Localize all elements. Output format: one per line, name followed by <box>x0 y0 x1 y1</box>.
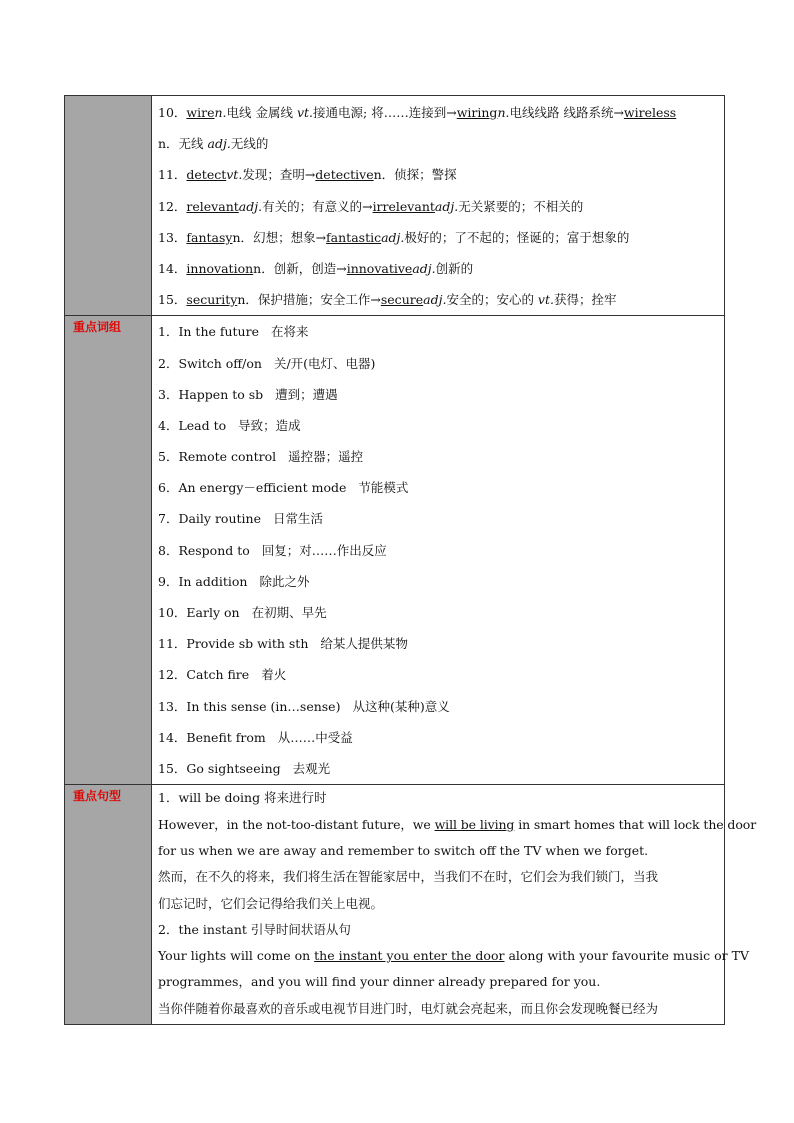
phrase-english: Catch fire <box>186 667 250 683</box>
phrase-english: In the future <box>178 324 259 340</box>
phrase-chinese: 从这种(某种)意义 <box>352 698 450 714</box>
phrase-english: Remote control <box>178 449 277 465</box>
phrase-item <box>158 410 718 441</box>
phrase-item <box>158 628 718 659</box>
phrase-chinese: 遥控器；遥控 <box>288 449 364 465</box>
vocab-line-11: 11．detectvt.发现；查明→detectiven．侦探；警探 <box>158 167 457 183</box>
phrase-item <box>158 348 718 379</box>
sentences-row <box>65 785 725 1025</box>
phrase-english: Respond to <box>178 542 250 558</box>
sentence-1-title: 1．will be doing 将来进行时 <box>158 790 327 806</box>
vocab-line-10-cont: n．无线 adj.无线的 <box>158 136 269 152</box>
sentence-2-en-line-1: Your lights will come on the instant you enter the door along with your favourite music or TV <box>158 948 749 964</box>
phrases-content <box>152 316 725 785</box>
phrases-label: 重点词组 <box>73 320 122 335</box>
phrase-chinese: 导致；造成 <box>238 417 301 433</box>
phrase-chinese: 回复；对……作出反应 <box>261 542 387 558</box>
phrase-number: 11． <box>158 636 187 652</box>
phrase-english: Early on <box>186 605 240 620</box>
vocab-line-10: 10．wiren.电线 金属线 vt.接通电源; 将……连接到→wiringn.电线线路 线路系统→wireless <box>158 105 677 120</box>
phrase-english: In this sense (in…sense) <box>186 698 341 714</box>
phrase-item <box>158 503 718 534</box>
phrase-english: Go sightseeing <box>186 760 281 776</box>
phrase-chinese: 给某人提供某物 <box>320 636 408 652</box>
phrase-chinese: 日常生活 <box>272 511 323 527</box>
phrase-english: In addition <box>178 573 248 589</box>
phrase-number: 15． <box>158 760 187 776</box>
phrases-label-cell <box>65 316 152 785</box>
phrase-english: Switch off/on <box>178 355 262 371</box>
phrase-english: Daily routine <box>178 511 261 527</box>
phrase-number: 3． <box>158 386 179 402</box>
phrase-item <box>158 722 718 753</box>
phrase-number: 8． <box>158 542 179 558</box>
vocab-label-cell <box>65 96 152 316</box>
phrase-item <box>158 691 718 722</box>
phrase-chinese: 除此之外 <box>259 573 310 589</box>
phrase-item <box>158 597 718 628</box>
phrase-english: Provide sb with sth <box>186 636 309 652</box>
vocab-row <box>65 96 725 316</box>
phrase-item <box>158 535 718 566</box>
sentences-label-cell <box>65 785 152 1025</box>
phrase-number: 5． <box>158 449 179 465</box>
sentence-2-title: 2．the instant 引导时间状语从句 <box>158 921 351 937</box>
phrase-item <box>158 753 718 784</box>
phrase-number: 10． <box>158 605 187 620</box>
phrase-number: 1． <box>158 324 179 340</box>
phrase-number: 2． <box>158 355 179 371</box>
sentence-1-en-line-1: However，in the not-too-distant future，we will be living in smart homes that will lock the door <box>158 816 757 832</box>
phrase-number: 9． <box>158 573 179 589</box>
phrase-number: 6． <box>158 480 179 496</box>
phrase-english: Lead to <box>178 417 227 433</box>
phrase-chinese: 着火 <box>261 667 287 683</box>
phrase-number: 13． <box>158 698 187 714</box>
study-notes-table <box>64 95 757 1025</box>
phrase-english: An energy－efficient mode <box>178 480 347 496</box>
phrase-list <box>158 316 718 784</box>
phrase-chinese: 遭到；遭遇 <box>275 386 338 402</box>
vocab-label <box>65 96 151 114</box>
sentence-2-zh-line-1: 当你伴随着你最喜欢的音乐或电视节目进门时，电灯就会亮起来，而且你会发现晚餐已经为 <box>158 1000 659 1016</box>
sentence-2-en-line-2: programmes，and you will find your dinner already prepared for you. <box>158 974 601 990</box>
vocab-line-15: 15．securityn．保护措施；安全工作→secureadj.安全的；安心的 vt.获得；拴牢 <box>158 292 617 308</box>
phrase-item <box>158 441 718 472</box>
phrase-item <box>158 659 718 690</box>
sentences-content <box>152 785 757 1025</box>
phrase-item <box>158 566 718 597</box>
phrase-number: 7． <box>158 511 179 527</box>
phrase-item <box>158 379 718 410</box>
phrase-english: Happen to sb <box>178 386 264 402</box>
sentence-1-zh-line-2: 们忘记时，它们会记得给我们关上电视。 <box>158 895 384 911</box>
phrase-number: 14． <box>158 729 187 745</box>
phrase-english: Benefit from <box>186 729 266 745</box>
vocab-line-12: 12．relevantadj.有关的；有意义的→irrelevantadj.无关紧要的；不相关的 <box>158 198 584 214</box>
vocab-line-14: 14．innovationn．创新，创造→innovativeadj.创新的 <box>158 260 474 276</box>
sentences-label: 重点句型 <box>73 789 122 804</box>
phrase-chinese: 关/开(电灯、电器) <box>273 355 376 371</box>
phrase-chinese: 在将来 <box>270 324 309 340</box>
vocab-line-13: 13．fantasyn．幻想；想象→fantasticadj.极好的；了不起的；怪诞的；富于想象的 <box>158 229 630 245</box>
phrase-chinese: 去观光 <box>292 760 331 776</box>
phrases-row <box>65 316 725 785</box>
phrase-item <box>158 316 718 347</box>
phrase-chinese: 在初期、早先 <box>251 605 327 620</box>
phrase-number: 4． <box>158 417 179 433</box>
phrase-number: 12． <box>158 667 187 683</box>
sentence-1-zh-line-1: 然而，在不久的将来，我们将生活在智能家居中，当我们不在时，它们会为我们锁门，当我 <box>158 869 659 885</box>
phrase-chinese: 从……中受益 <box>277 729 353 745</box>
phrase-item <box>158 472 718 503</box>
vocab-content <box>152 96 725 316</box>
sentence-1-en-line-2: for us when we are away and remember to switch off the TV when we forget. <box>158 842 649 858</box>
phrase-chinese: 节能模式 <box>358 480 409 496</box>
